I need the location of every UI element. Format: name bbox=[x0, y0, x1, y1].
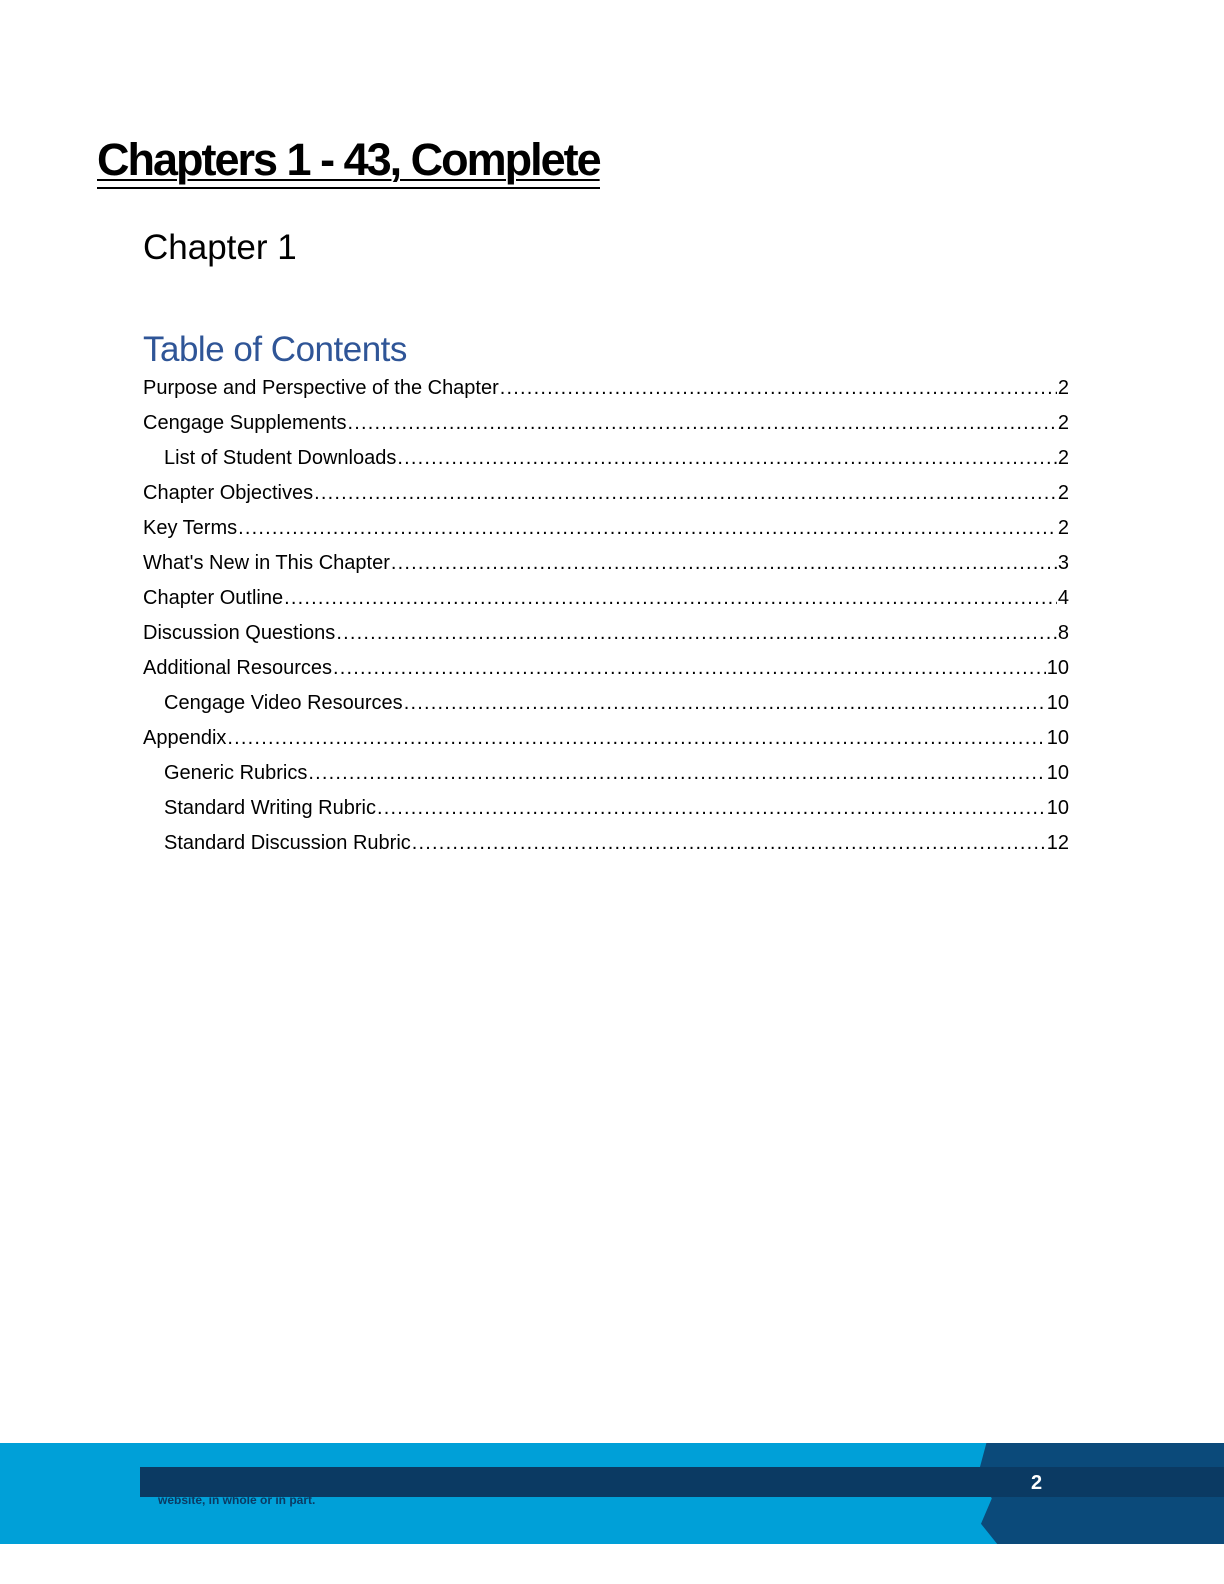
toc-dot-leader bbox=[412, 827, 1046, 860]
toc-entry-page: 10 bbox=[1046, 727, 1069, 749]
toc-entry-label: List of Student Downloads bbox=[164, 447, 397, 469]
toc-entry-label: Additional Resources bbox=[143, 657, 332, 679]
toc-dot-leader bbox=[404, 687, 1046, 720]
toc-entry-page: 2 bbox=[1057, 517, 1069, 539]
toc-dot-leader bbox=[397, 442, 1057, 475]
toc-entry[interactable] bbox=[143, 547, 1069, 582]
toc-dot-leader bbox=[336, 617, 1057, 650]
toc-dot-leader bbox=[227, 722, 1045, 755]
toc-entry-page: 2 bbox=[1057, 377, 1069, 399]
toc-entry-label: Chapter Outline bbox=[143, 587, 284, 609]
toc-entry-label: Cengage Supplements bbox=[143, 412, 347, 434]
toc-entry-page: 2 bbox=[1057, 447, 1069, 469]
toc-entry-label: Key Terms bbox=[143, 517, 238, 539]
toc-entry-label: Chapter Objectives bbox=[143, 482, 314, 504]
toc-entry-label: Discussion Questions bbox=[143, 622, 336, 644]
page-number: 2 bbox=[1031, 1472, 1043, 1494]
toc-entry[interactable] bbox=[143, 757, 1069, 792]
toc-entry[interactable] bbox=[143, 687, 1069, 722]
toc-entry-label: Standard Writing Rubric bbox=[164, 797, 376, 819]
toc-dot-leader bbox=[377, 792, 1046, 825]
chapter-heading: Chapter 1 bbox=[143, 228, 297, 267]
toc-entry-page: 10 bbox=[1046, 657, 1069, 679]
toc-entry-page: 2 bbox=[1057, 412, 1069, 434]
document-title: Chapters 1 - 43, Complete bbox=[97, 134, 600, 189]
toc-entry[interactable] bbox=[143, 617, 1069, 652]
toc-entry-page: 12 bbox=[1046, 832, 1069, 854]
toc-dot-leader bbox=[500, 372, 1057, 405]
toc-entry[interactable] bbox=[143, 722, 1069, 757]
toc-entry[interactable] bbox=[143, 652, 1069, 687]
toc-heading: Table of Contents bbox=[143, 330, 407, 369]
toc-dot-leader bbox=[284, 582, 1057, 615]
toc-entry-page: 3 bbox=[1057, 552, 1069, 574]
toc-dot-leader bbox=[391, 547, 1057, 580]
toc-entry-label: Generic Rubrics bbox=[164, 762, 308, 784]
toc-dot-leader bbox=[333, 652, 1046, 685]
toc-entry[interactable] bbox=[143, 372, 1069, 407]
table-of-contents bbox=[143, 372, 1069, 862]
toc-entry[interactable] bbox=[143, 442, 1069, 477]
toc-entry[interactable] bbox=[143, 827, 1069, 862]
toc-dot-leader bbox=[347, 407, 1056, 440]
toc-dot-leader bbox=[314, 477, 1057, 510]
toc-dot-leader bbox=[238, 512, 1057, 545]
toc-entry-page: 10 bbox=[1046, 797, 1069, 819]
toc-entry-label: Cengage Video Resources bbox=[164, 692, 403, 714]
footer-text: website, in whole or in part. bbox=[158, 1493, 316, 1507]
toc-dot-leader bbox=[308, 757, 1045, 790]
toc-entry-page: 10 bbox=[1046, 692, 1069, 714]
toc-entry[interactable] bbox=[143, 512, 1069, 547]
toc-entry-page: 2 bbox=[1057, 482, 1069, 504]
toc-entry[interactable] bbox=[143, 477, 1069, 512]
toc-entry-page: 8 bbox=[1057, 622, 1069, 644]
toc-entry-label: What's New in This Chapter bbox=[143, 552, 390, 574]
toc-entry[interactable] bbox=[143, 792, 1069, 827]
toc-entry-page: 4 bbox=[1057, 587, 1069, 609]
toc-entry-label: Purpose and Perspective of the Chapter bbox=[143, 377, 499, 399]
toc-entry-label: Appendix bbox=[143, 727, 227, 749]
toc-entry[interactable] bbox=[143, 582, 1069, 617]
toc-entry-label: Standard Discussion Rubric bbox=[164, 832, 411, 854]
toc-entry-page: 10 bbox=[1046, 762, 1069, 784]
toc-entry[interactable] bbox=[143, 407, 1069, 442]
